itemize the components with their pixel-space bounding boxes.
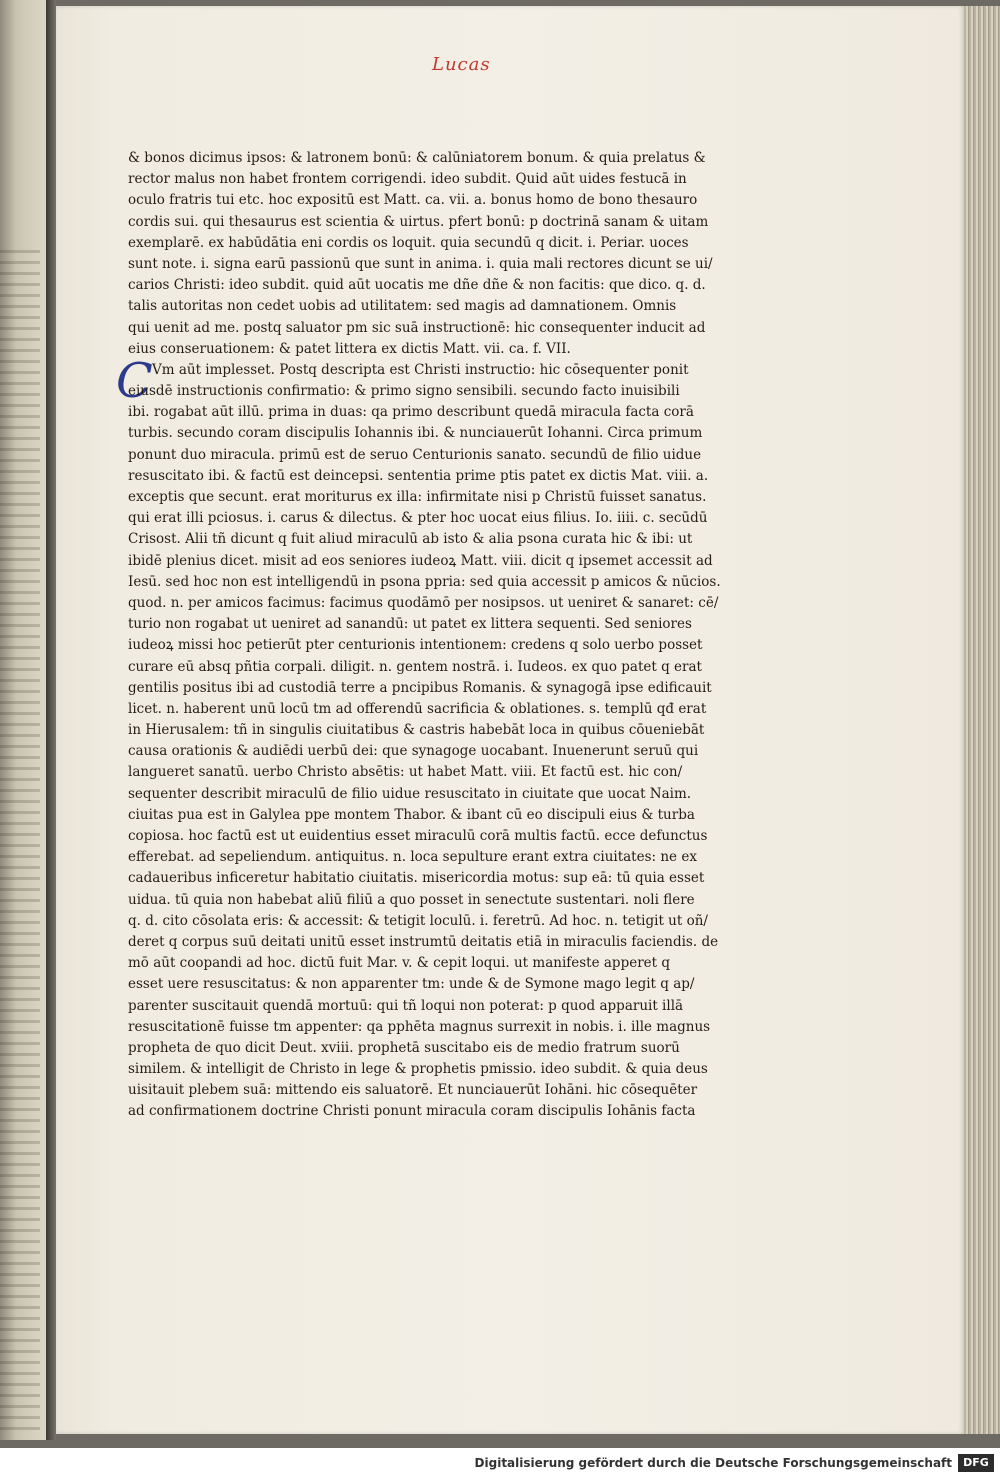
text-line: propheta de quo dicit Deut. xviii. prophetā suscitabo eis de medio fratrum suorū bbox=[128, 1039, 680, 1056]
book-gutter bbox=[46, 0, 56, 1440]
text-line: resuscitationē fuisse tm appenter: qa pphēta magnus surrexit in nobis. i. ille magnus bbox=[128, 1018, 711, 1035]
text-line: causa orationis & audiēdi uerbū dei: que synagoge uocabant. Inuenerunt seruū qui bbox=[128, 743, 699, 760]
text-block bbox=[128, 148, 728, 1123]
text-line: mō aūt coopandi ad hoc. dictū fuit Mar. v. & cepit loqui. ut manifeste apperet q bbox=[128, 955, 670, 972]
text-line: ibi. rogabat aūt illū. prima in duas: qa primo describunt quedā miracula facta corā bbox=[128, 404, 694, 421]
text-line: oculo fratris tui etc. hoc expositū est Matt. ca. vii. a. bonus homo de bono thesauro bbox=[128, 192, 698, 209]
text-line: sunt note. i. signa earū passionū que sunt in anima. i. quia mali rectores dicunt se ui/ bbox=[128, 255, 713, 272]
text-line: uisitauit plebem suā: mittendo eis saluatorē. Et nunciauerūt Iohāni. hic cōsequēter bbox=[128, 1082, 698, 1099]
text-line: ibidē plenius dicet. misit ad eos seniores iudeoꝝ Matt. viii. dicit q ipsemet accessit ad bbox=[128, 552, 713, 569]
text-line: gentilis positus ibi ad custodiā terre a pncipibus Romanis. & synagogā ipse edificauit bbox=[128, 679, 712, 696]
text-line: quod. n. per amicos facimus: facimus quodāmō per nosipsos. ut ueniret & sanaret: cē/ bbox=[128, 594, 719, 611]
text-line: q. d. cito cōsolata eris: & accessit: & tetigit loculū. i. feretrū. Ad hoc. n. tetigit ut oñ/ bbox=[128, 912, 708, 929]
footer-bar bbox=[0, 1448, 1000, 1479]
text-line: sequenter describit miraculū de filio uidue resuscitato in ciuitate que uocat Naim. bbox=[128, 785, 692, 802]
text-line: esset uere resuscitatus: & non apparenter tm: unde & de Symone mago legit q ap/ bbox=[128, 976, 695, 993]
text-line: turbis. secundo coram discipulis Iohannis ibi. & nunciauerūt Iohanni. Circa primum bbox=[128, 425, 703, 442]
text-line: carios Christi: ideo subdit. quid aūt uocatis me dñe dñe & non facitis: que dico. q. d. bbox=[128, 277, 706, 294]
text-line: langueret sanatū. uerbo Christo absētis: ut habet Matt. viii. Et factū est. hic con/ bbox=[128, 764, 683, 781]
text-line: eiusdē instructionis confirmatio: & primo signo sensibili. secundo facto inuisibili bbox=[128, 383, 680, 400]
text-line: turio non rogabat ut ueniret ad sanandū: ut patet ex littera sequenti. Sed seniores bbox=[128, 616, 692, 633]
left-page-edge bbox=[0, 0, 46, 1440]
text-line: exemplarē. ex habūdātia eni cordis os loquit. quia secundū q dicit. i. Periar. uoces bbox=[128, 234, 689, 251]
text-line: cordis sui. qui thesaurus est scientia & uirtus. pfert bonū: p doctrinā sanam & uitam bbox=[128, 213, 709, 230]
dfg-logo: DFG bbox=[958, 1454, 994, 1472]
text-line: resuscitato ibi. & factū est deincepsi. sententia prime ptis patet ex dictis Mat. viii. a. bbox=[128, 467, 709, 484]
text-line: qui uenit ad me. postq saluator pm sic suā instructionē: hic consequenter inducit ad bbox=[128, 319, 706, 336]
text-line: deret q corpus suū deitati unitū esset instrumtū deitatis etiā in miraculis faciendis. de bbox=[128, 933, 719, 950]
text-line: in Hierusalem: tñ in singulis ciuitatibus & castris habebāt loca in quibus cōueniebāt bbox=[128, 722, 705, 739]
text-line: Vm aūt implesset. Postq descripta est Christi instructio: hic cōsequenter ponit bbox=[152, 361, 689, 378]
text-line: efferebat. ad sepeliendum. antiquitus. n. loca sepulture erant extra ciuitates: ne ex bbox=[128, 849, 697, 866]
text-line: Crisost. Alii tñ dicunt q fuit aliud miraculū ab isto & alia psona curata hic & ibi: ut bbox=[128, 531, 693, 548]
text-line: exceptis que secunt. erat moriturus ex illa: infirmitate nisi p Christū fuisset sanatus. bbox=[128, 489, 707, 505]
footer-credit: Digitalisierung gefördert durch die Deutsche Forschungsgemeinschaft bbox=[474, 1456, 952, 1470]
text-line: iudeoꝝ missi hoc petierūt pter centurionis intentionem: credens q solo uerbo posset bbox=[128, 637, 703, 654]
text-line: parenter suscitauit quendā mortuū: qui tñ loqui non poterat: p quod apparuit illā bbox=[128, 997, 684, 1014]
text-line: cadaueribus inficeretur habitatio ciuitatis. misericordia motus: sup eā: tū quia esset bbox=[128, 870, 705, 887]
text-line: similem. & intelligit de Christo in lege & prophetis pmissio. ideo subdit. & quia deus bbox=[128, 1061, 708, 1078]
text-line: licet. n. haberent unū locū tm ad offerendū sacrificia & oblationes. s. templū qđ erat bbox=[128, 700, 707, 717]
running-head: Lucas bbox=[432, 54, 491, 75]
text-line: talis autoritas non cedet uobis ad utilitatem: sed magis ad damnationem. Omnis bbox=[128, 298, 677, 315]
text-line: eius conseruationem: & patet littera ex dictis Matt. vii. ca. f. VII. bbox=[128, 340, 571, 357]
text-line: rector malus non habet frontem corrigendi. ideo subdit. Quid aūt uides festucā in bbox=[128, 171, 687, 188]
decorated-initial: C bbox=[116, 353, 153, 409]
text-line: Iesū. sed hoc non est intelligendū in psona ppria: sed quia accessit p amicos & nūcios. bbox=[128, 573, 721, 590]
text-line: copiosa. hoc factū est ut euidentius esset miraculū corā multis factū. ecce defunctus bbox=[128, 828, 708, 844]
text-line: uidua. tū quia non habebat aliū filiū a quo posset in senectute sustentari. noli flere bbox=[128, 891, 695, 908]
page-stack-edge bbox=[964, 6, 1000, 1434]
text-line: ad confirmationem doctrine Christi ponunt miracula coram discipulis Iohānis facta bbox=[128, 1103, 696, 1120]
left-page-text-bleed bbox=[0, 250, 40, 1430]
text-line: & bonos dicimus ipsos: & latronem bonū: & calūniatorem bonum. & quia prelatus & bbox=[128, 150, 706, 166]
text-line: curare eū absq pñtia corpali. diligit. n. gentem nostrā. i. Iudeos. ex quo patet q erat bbox=[128, 658, 702, 675]
text-line: qui erat illi pciosus. i. carus & dilectus. & pter hoc uocat eius filius. Io. iiii. c. secūdū bbox=[128, 510, 708, 527]
text-line: ponunt duo miracula. primū est de seruo Centurionis sanato. secundū de filio uidue bbox=[128, 446, 702, 463]
text-line: ciuitas pua est in Galylea ppe montem Thabor. & ibant cū eo discipuli eius & turba bbox=[128, 806, 695, 823]
